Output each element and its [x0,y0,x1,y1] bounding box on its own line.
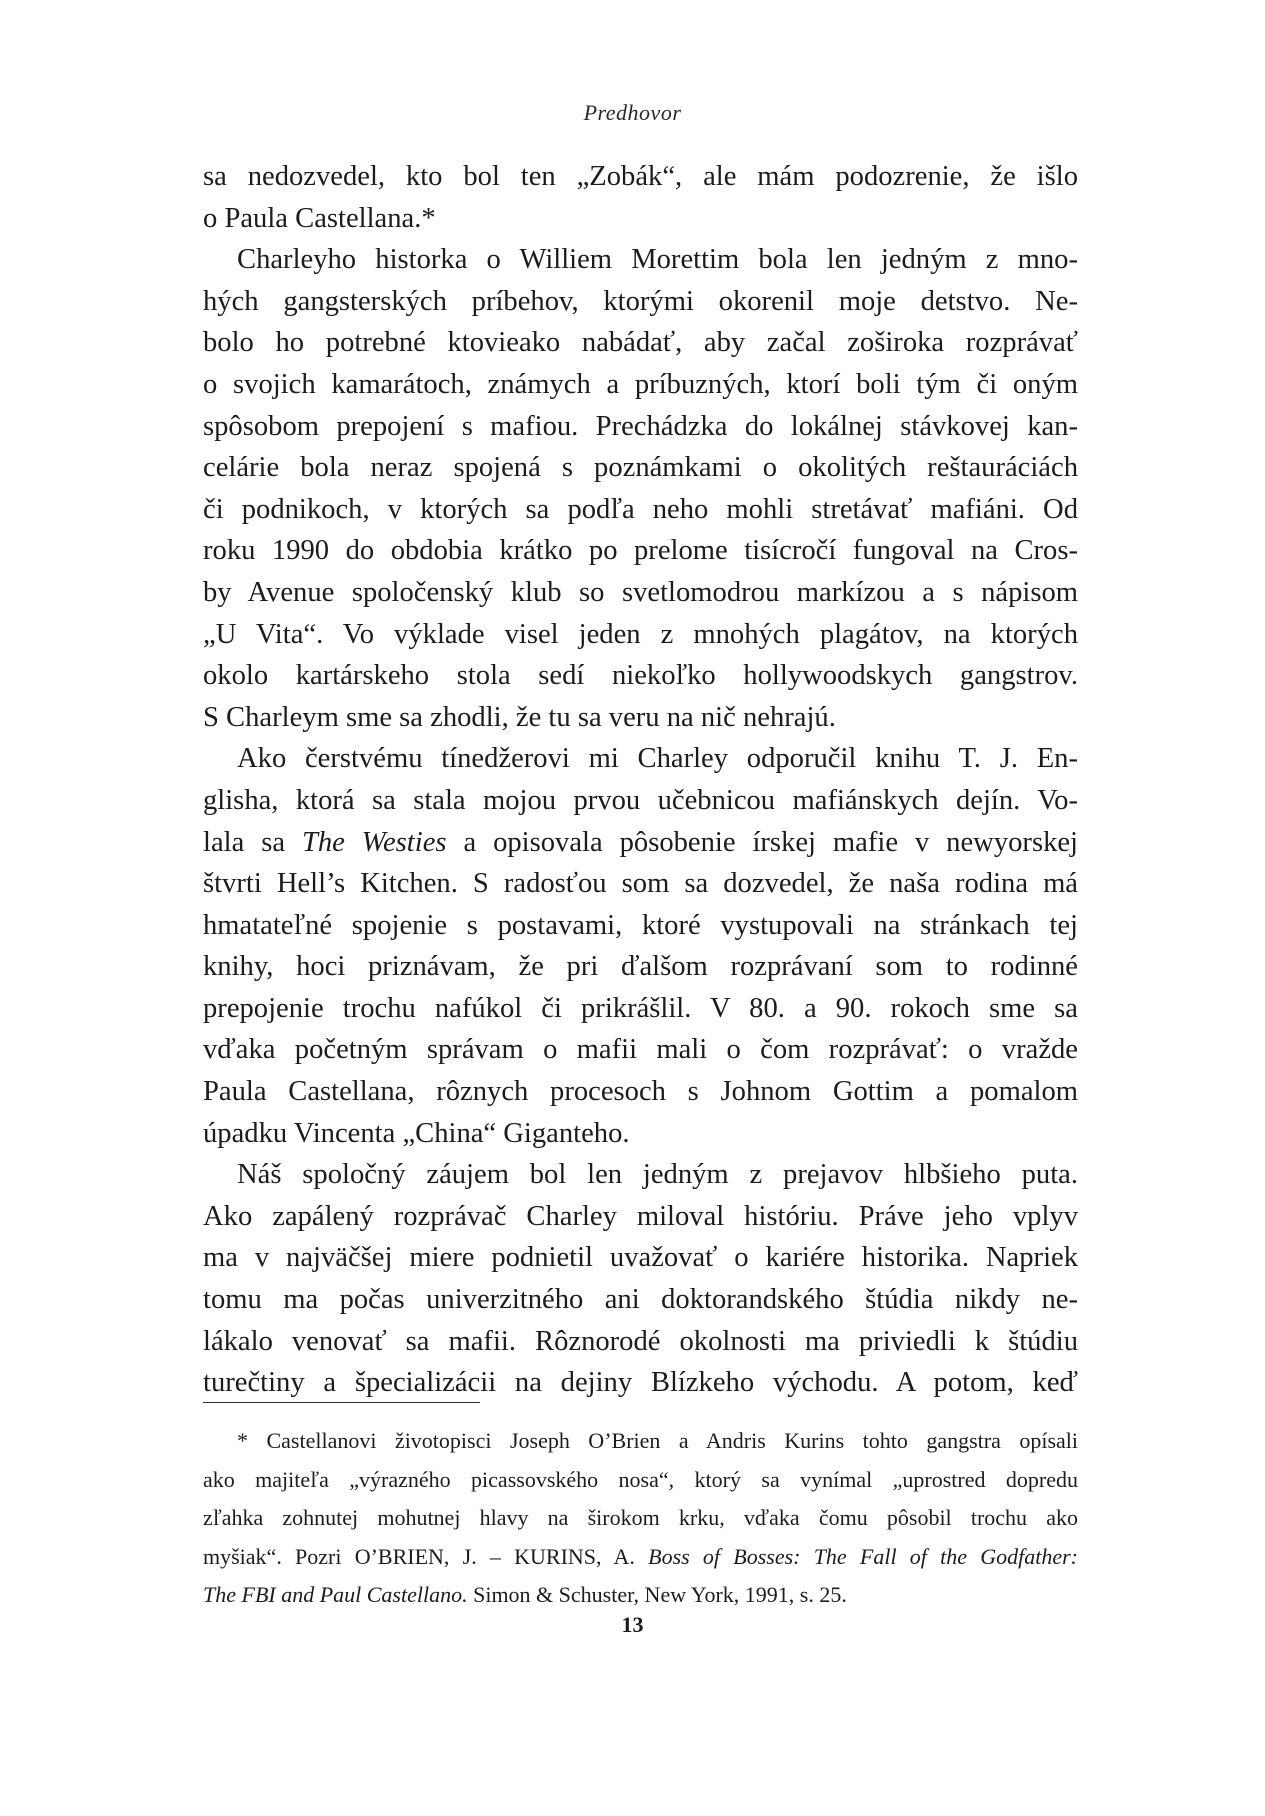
text-line: štvrti Hell’s Kitchen. S radosťou som sa dozvedel, že naša rodina má [203,868,1078,900]
text-line [203,822,1078,864]
text-line: o svojich kamarátoch, známych a príbuzných, ktorí boli tým či oným [203,368,1078,400]
paragraph-2 [203,239,1078,738]
text-span: lala sa [203,826,302,858]
footnote-line: * Castellanovi životopisci Joseph O’Brien a Andris Kurins tohto gangstra opísali [237,1428,1078,1453]
text-line: roku 1990 do obdobia krátko po prelome tisícročí fungoval na Cros- [203,535,1078,567]
text-line: ma v najväčšej miere podnietil uvažovať o kariére historika. Napriek [203,1242,1078,1274]
book-title: The FBI and Paul Castellano. [203,1582,468,1607]
footnote-divider [203,1402,480,1403]
text-span: a opisovala pôsobenie írskej mafie v newyorskej [446,826,1078,858]
text-line: hmatateľné spojenie s postavami, ktoré vystupovali na stránkach tej [203,909,1078,941]
text-line: Paula Castellana, rôznych procesoch s Johnom Gottim a pomalom [203,1076,1078,1108]
book-title: Boss of Bosses: The Fall of the Godfather: [648,1543,1078,1569]
paragraph-3 [203,738,1078,1154]
text-line: o Paula Castellana.* [203,202,436,234]
footnote-line [203,1538,1078,1577]
text-line: Náš spoločný záujem bol len jedným z prejavov hlbšieho puta. [237,1159,1078,1191]
footnote [203,1422,1078,1615]
text-line: úpadku Vincenta „China“ Giganteho. [203,1117,630,1149]
footnote-line: ako majiteľa „výrazného picassovského nosa“, ktorý sa vynímal „uprostred dopredu [203,1466,1078,1492]
text-line: prepojenie trochu nafúkol či prikrášlil. V 80. a 90. rokoch sme sa [203,992,1078,1024]
text-line: okolo kartárskeho stola sedí niekoľko hollywoodskych gangstrov. [203,660,1078,692]
body-text [203,156,1078,1404]
paragraph-1 [203,156,1078,239]
text-span: myšiak“. Pozri O’BRIEN, J. – KURINS, A. [203,1543,649,1569]
text-line: celárie bola neraz spojená s poznámkami o okolitých reštauráciách [203,452,1078,484]
text-line: knihy, hoci priznávam, že pri ďalšom rozprávaní som to rodinné [203,951,1078,983]
text-line: lákalo venovať sa mafii. Rôznorodé okolnosti ma priviedli k štúdiu [203,1325,1078,1357]
book-title: The Westies [301,826,447,858]
text-line: či podnikoch, v ktorých sa podľa neho mohli stretávať mafiáni. Od [203,493,1078,525]
text-line: vďaka početným správam o mafii mali o čom rozprávať: o vražde [203,1034,1078,1066]
text-span: Simon & Schuster, New York, 1991, s. 25. [467,1582,847,1607]
text-line: Charleyho historka o Williem Morettim bola len jedným z mno- [237,244,1078,276]
text-line: bolo ho potrebné ktovieako nabádať, aby začal zoširoka rozprávať [203,327,1078,359]
text-line: by Avenue spoločenský klub so svetlomodrou markízou a s nápisom [203,576,1078,608]
page-number: 13 [621,1612,644,1637]
text-line: tomu ma počas univerzitného ani doktorandského štúdia nikdy ne- [203,1284,1078,1316]
text-line: „U Vita“. Vo výklade visel jeden z mnohých plagátov, na ktorých [203,618,1078,650]
text-line: turečtiny a špecializácii na dejiny Blízkeho východu. A potom, keď [203,1367,1078,1399]
paragraph-4 [203,1154,1078,1404]
running-head: Predhovor [583,100,682,125]
text-line: S Charleym sme sa zhodli, že tu sa veru na nič nehrajú. [203,701,836,733]
text-line: spôsobom prepojení s mafiou. Prechádzka do lokálnej stávkovej kan- [203,410,1078,442]
text-line: Ako čerstvému tínedžerovi mi Charley odporučil knihu T. J. En- [237,743,1078,775]
text-line: glisha, ktorá sa stala mojou prvou učebnicou mafiánskych dejín. Vo- [203,784,1078,816]
text-line: Ako zapálený rozprávač Charley miloval históriu. Práve jeho vplyv [203,1200,1078,1232]
footnote-line [203,1576,1078,1615]
footnote-line: zľahka zohnutej mohutnej hlavy na širokom krku, vďaka čomu pôsobil trochu ako [203,1505,1078,1530]
text-line: sa nedozvedel, kto bol ten „Zobák“, ale mám podozrenie, že išlo [203,161,1078,192]
text-line: hých gangsterských príbehov, ktorými okorenil moje detstvo. Ne- [203,285,1078,317]
